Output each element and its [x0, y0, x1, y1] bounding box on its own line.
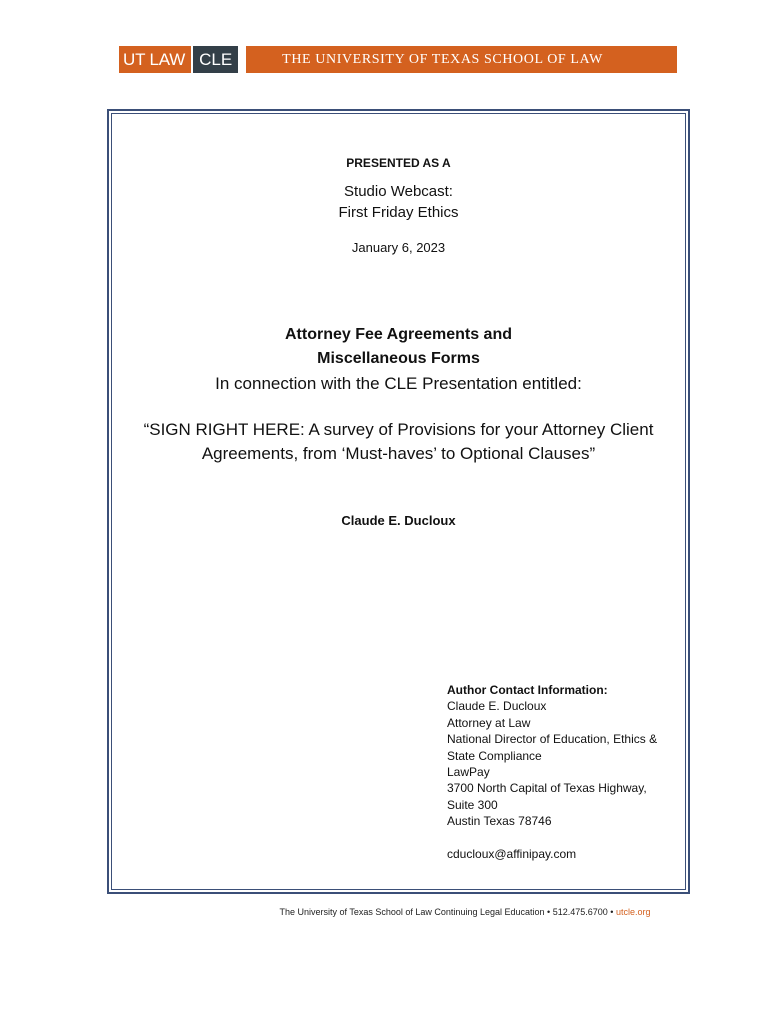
- title-line-2: Miscellaneous Forms: [317, 350, 480, 367]
- contact-address-1: 3700 North Capital of Texas Highway,: [447, 781, 647, 796]
- banner-gap: [238, 46, 246, 73]
- contact-address-2: Suite 300: [447, 797, 498, 812]
- cover-frame-inner: [111, 113, 686, 890]
- logo-cle-text: CLE: [193, 46, 238, 73]
- footer-phone: 512.475.6700: [552, 907, 608, 917]
- author-contact-block: [447, 682, 682, 862]
- document-subtitle: In connection with the CLE Presentation entitled:: [215, 374, 582, 393]
- event-line-1: Studio Webcast:: [344, 183, 453, 200]
- contact-heading: Author Contact Information:: [447, 683, 608, 697]
- footer-separator-2: •: [610, 907, 614, 917]
- contact-city: Austin Texas 78746: [447, 814, 552, 829]
- logo-utlaw-text: UT LAW: [119, 46, 191, 73]
- page-footer: [0, 907, 770, 917]
- presentation-title: “SIGN RIGHT HERE: A survey of Provisions for your Attorney Client Agreements, from ‘Must-haves’ to Optional Clauses”: [143, 420, 654, 463]
- contact-role: Attorney at Law: [447, 715, 531, 730]
- document-title: [112, 323, 685, 371]
- event-line-2: First Friday Ethics: [338, 204, 459, 221]
- title-line-1: Attorney Fee Agreements and: [284, 326, 512, 343]
- author-name: Claude E. Ducloux: [341, 513, 456, 528]
- contact-name: Claude E. Ducloux: [447, 699, 547, 714]
- event-date: January 6, 2023: [351, 240, 446, 255]
- contact-email[interactable]: cducloux@affinipay.com: [447, 846, 577, 861]
- header-banner: [119, 46, 677, 73]
- cover-frame: [107, 109, 690, 894]
- contact-position: National Director of Education, Ethics & State Compliance: [447, 732, 658, 763]
- event-name: [112, 181, 685, 223]
- presented-as-label: PRESENTED AS A: [346, 156, 451, 170]
- footer-website-link[interactable]: utcle.org: [615, 907, 651, 917]
- footer-org: The University of Texas School of Law Continuing Legal Education: [279, 907, 545, 917]
- footer-separator-1: •: [547, 907, 551, 917]
- banner-title: THE UNIVERSITY OF TEXAS SCHOOL OF LAW: [246, 46, 677, 73]
- contact-company: LawPay: [447, 765, 490, 780]
- ut-law-cle-logo: [119, 46, 238, 73]
